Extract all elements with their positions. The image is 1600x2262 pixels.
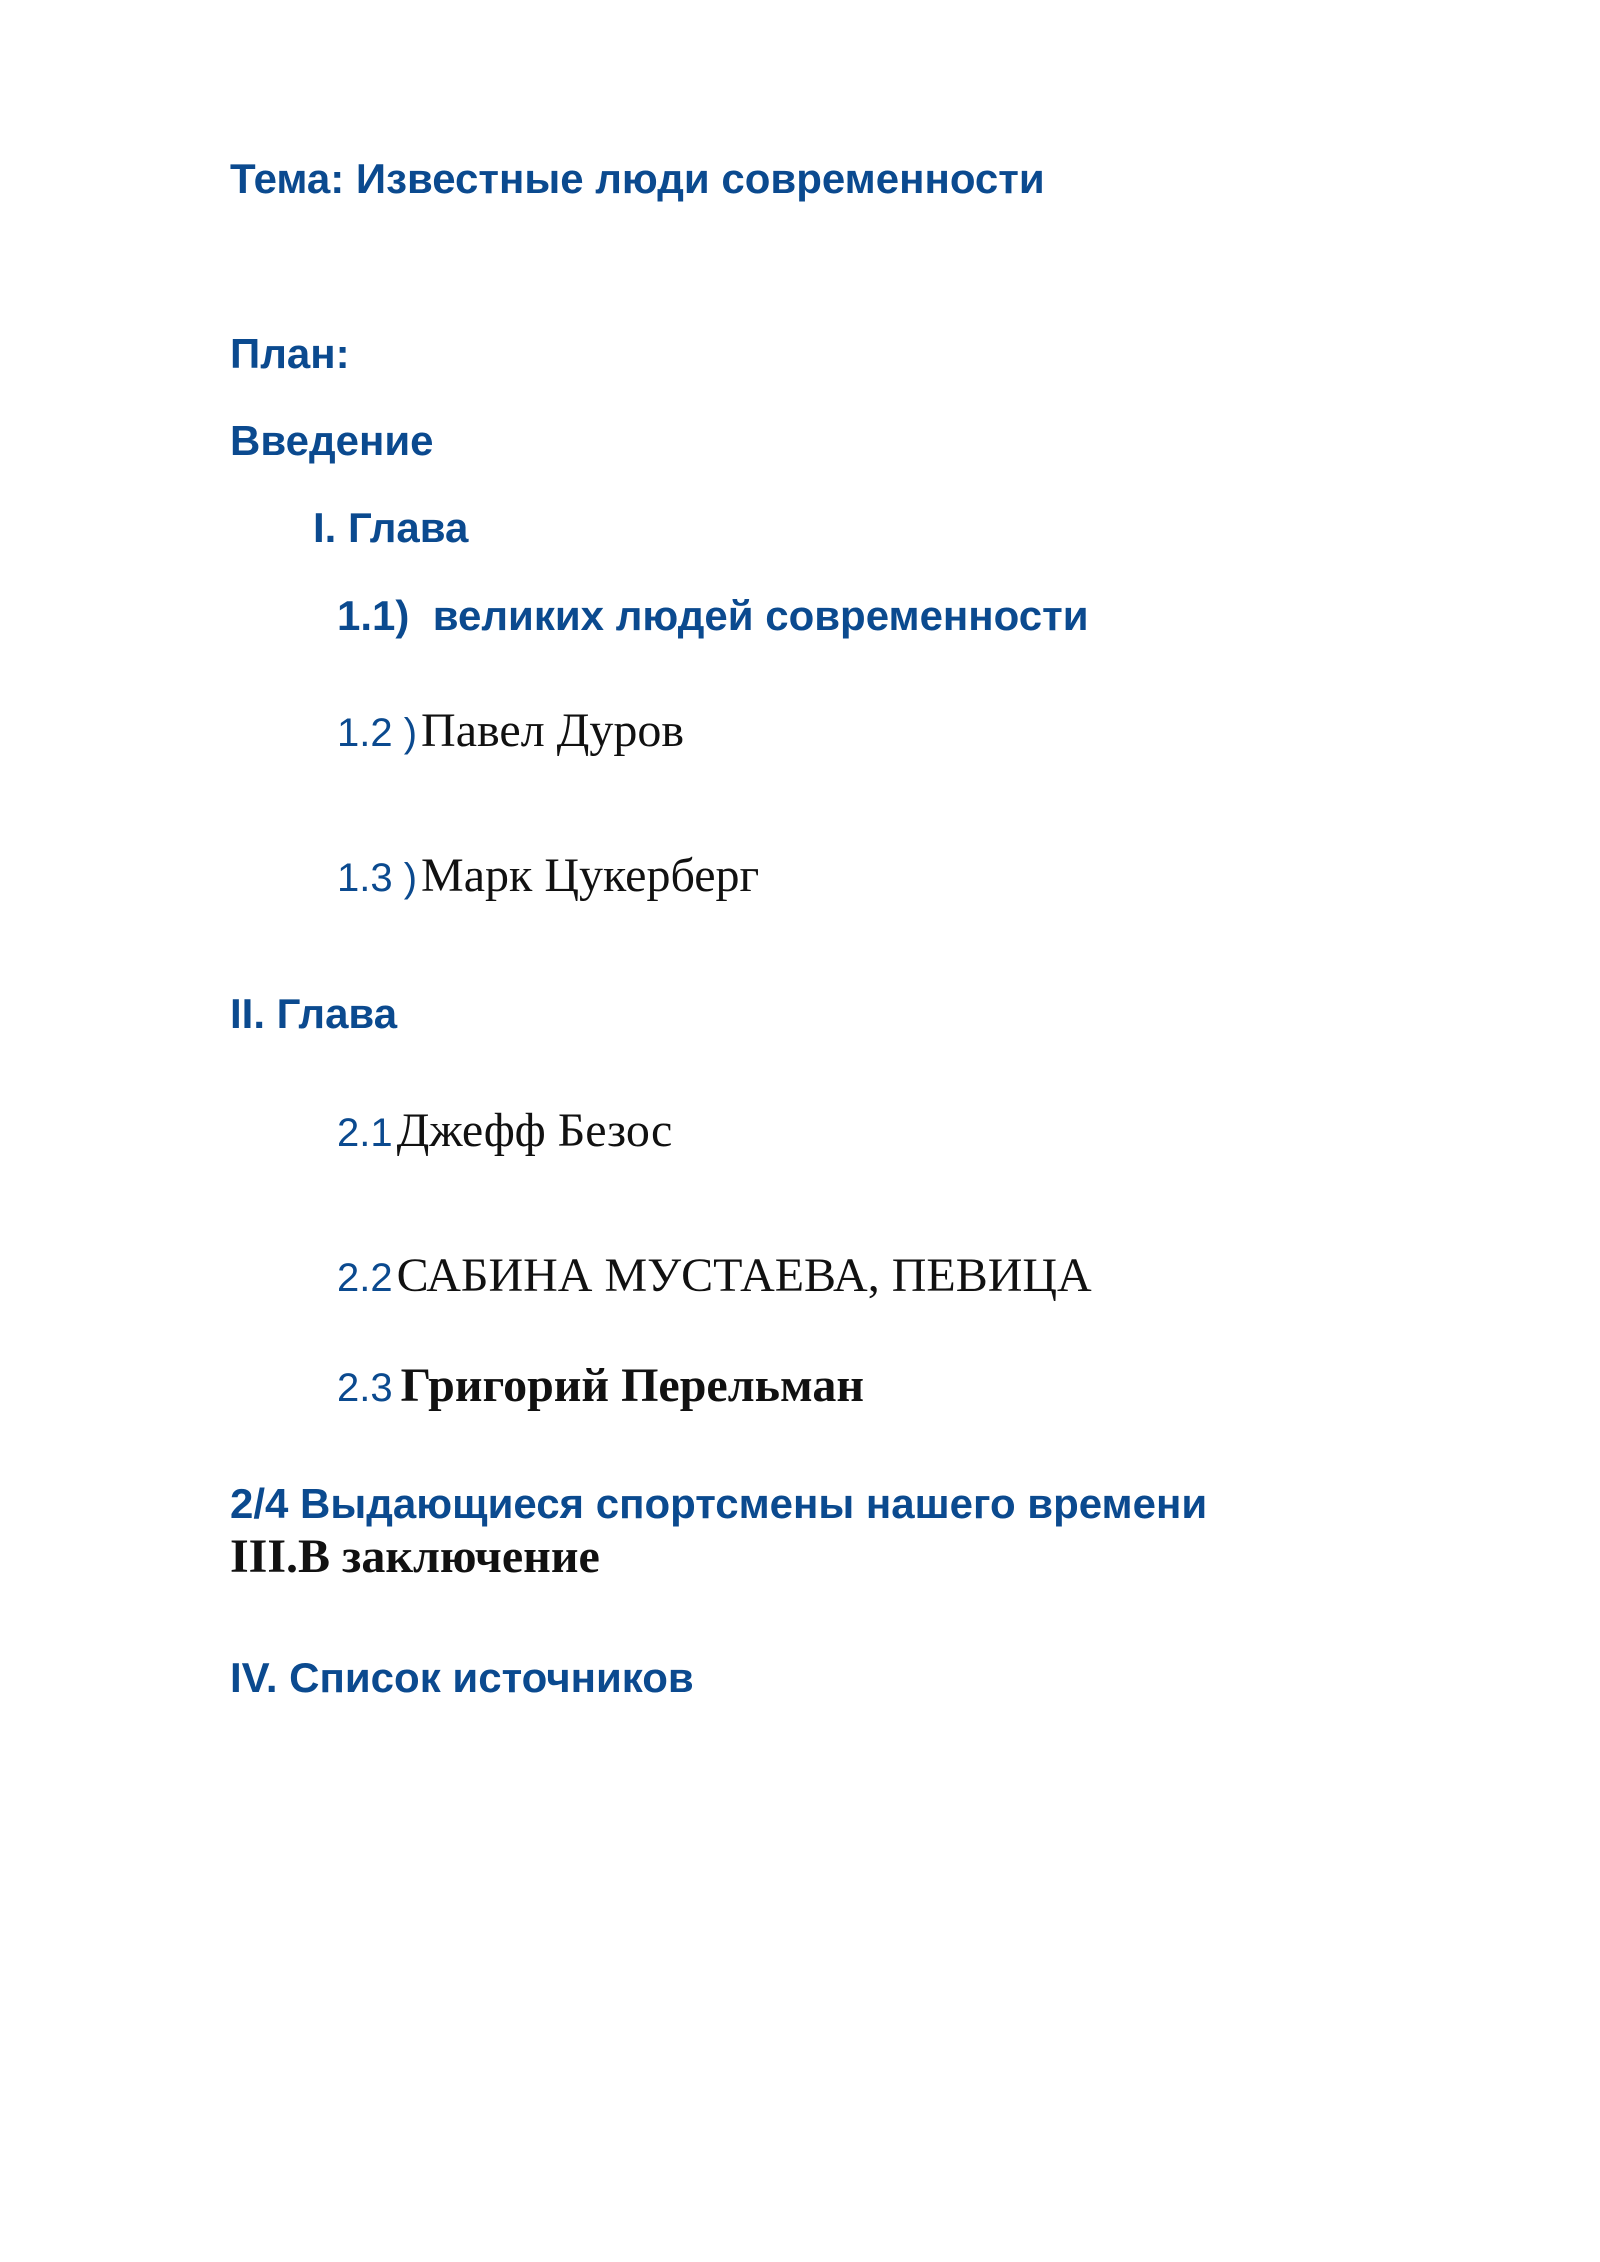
item-text: Джефф Безос	[396, 1104, 673, 1157]
chapter1-heading: I. Глава	[313, 504, 469, 551]
item-number: 2.2	[337, 1256, 393, 1300]
plan-label: План:	[230, 330, 350, 377]
item-number: 2.1	[337, 1111, 393, 1155]
item-number: 2.3	[337, 1366, 393, 1410]
item-text: Марк Цукерберг	[421, 849, 760, 902]
athletes-heading: 2/4 Выдающиеся спортсмены нашего времени	[230, 1480, 1208, 1527]
item-text: великих людей современности	[432, 592, 1089, 639]
chapter2-heading: II. Глава	[230, 990, 398, 1037]
item-text: Павел Дуров	[421, 704, 685, 757]
item-number: 1.1)	[337, 592, 410, 639]
document-title: Тема: Известные люди современности	[230, 155, 1045, 202]
sources-heading: IV. Список источников	[230, 1654, 694, 1701]
chapter2-item-3	[337, 1359, 865, 1412]
chapter1-item-1	[337, 592, 1089, 639]
item-text: Григорий Перельман	[400, 1359, 865, 1412]
item-number: 1.3 )	[337, 856, 418, 900]
chapter2-item-1	[337, 1104, 673, 1157]
item-number: 1.2 )	[337, 711, 418, 755]
intro-heading: Введение	[230, 417, 434, 464]
chapter2-item-2	[337, 1249, 1092, 1302]
item-text: САБИНА МУСТАЕВА, ПЕВИЦА	[396, 1249, 1092, 1302]
conclusion-heading: III.В заключение	[230, 1530, 600, 1583]
chapter1-item-3	[337, 849, 760, 902]
chapter1-item-2	[337, 704, 685, 757]
